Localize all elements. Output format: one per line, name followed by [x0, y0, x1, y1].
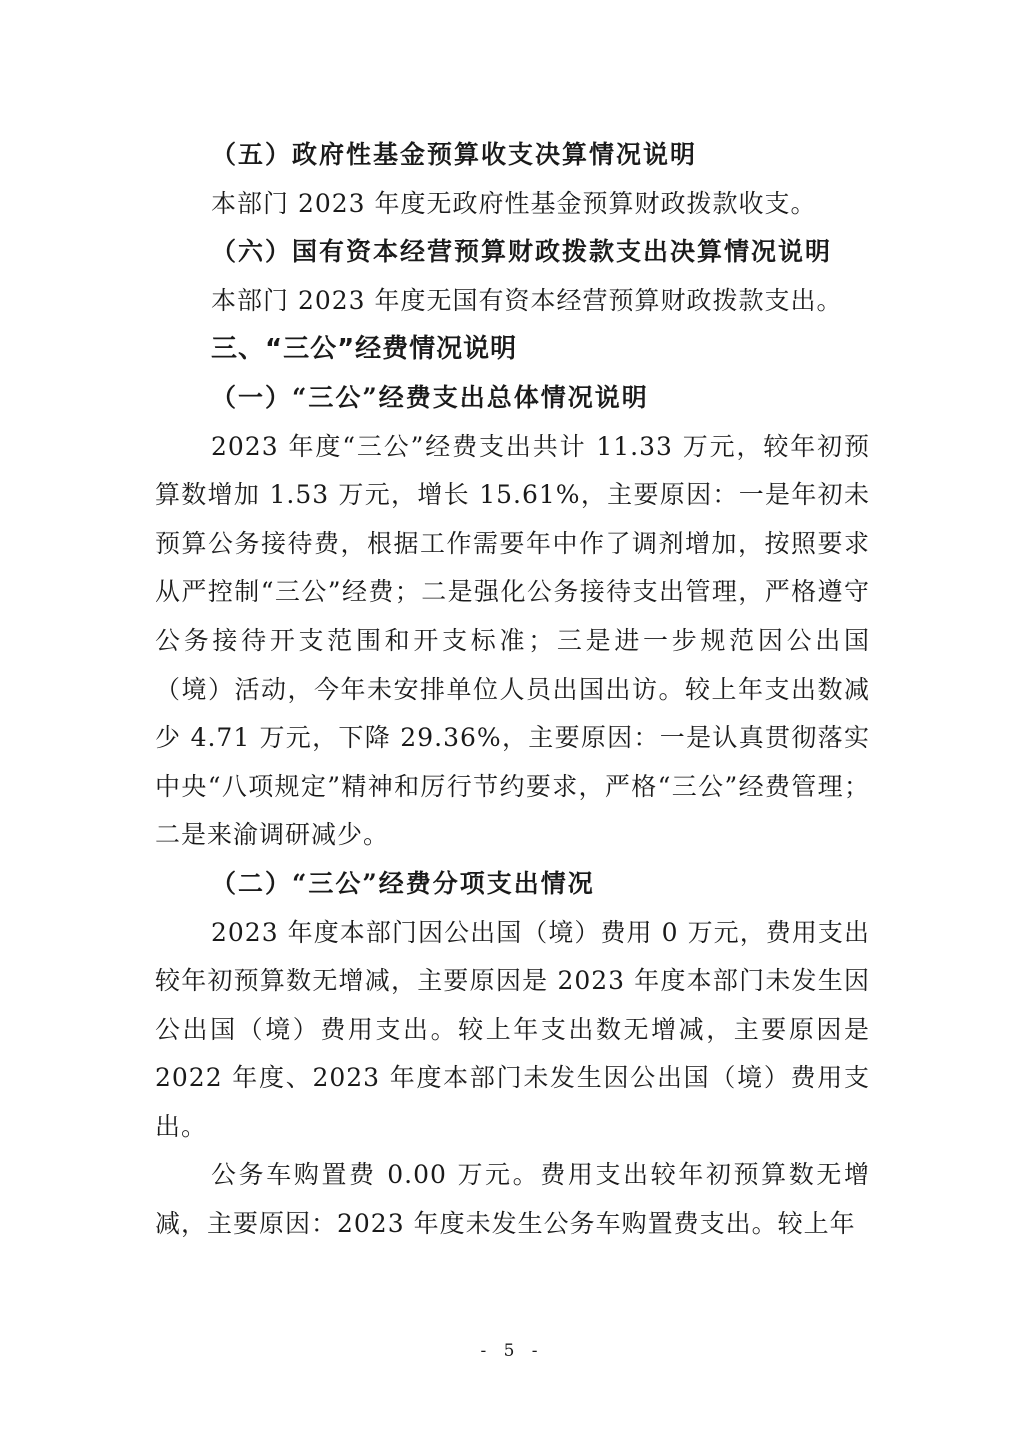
page-content — [155, 131, 870, 1249]
section-5-paragraph: 本部门 2023 年度无政府性基金预算财政拨款收支。 — [211, 188, 817, 218]
section-6-paragraph: 本部门 2023 年度无国有资本经营预算财政拨款支出。 — [211, 285, 843, 315]
part-3-1-heading: （一）“三公”经费支出总体情况说明 — [211, 382, 649, 412]
part-3-heading: 三、“三公”经费情况说明 — [211, 334, 518, 365]
section-heading-5: （五）政府性基金预算收支决算情况说明 — [211, 140, 698, 169]
section-heading-6: （六）国有资本经营预算财政拨款支出决算情况说明 — [211, 237, 833, 267]
part-3-2-paragraph-1: 2023 年度本部门因公出国（境）费用 0 万元，费用支出较年初预算数无增减，主要原因是 2023 年度本部门未发生因公出国（境）费用支出。较上年支出数无增减，主要原因是 2022 年度、2023 年度本部门未发生因公出国（境）费用支出。 — [155, 917, 870, 1141]
part-3-2-paragraph-2: 公务车购置费 0.00 万元。费用支出较年初预算数无增减，主要原因：2023 年度未发生公务车购置费支出。较上年 — [155, 1160, 870, 1239]
part-3-1-paragraph: 2023 年度“三公”经费支出共计 11.33 万元，较年初预算数增加 1.53 万元，增长 15.61%，主要原因：一是年初未预算公务接待费，根据工作需要年中作了调剂增加，按照要求从严控制“三公”经费；二是强化公务接待支出管理，严格遵守公务接待开支范围和开支标准；三是进一步规范因公出国（境）活动，今年未安排单位人员出国出访。较上年支出数减少 4.71 万元，下降 29.36%，主要原因：一是认真贯彻落实中央“八项规定”精神和厉行节约要求，严格“三公”经费管理；二是来渝调研减少。 — [155, 431, 870, 850]
part-3-2-heading: （二）“三公”经费分项支出情况 — [211, 868, 595, 898]
page-number: - 5 - — [480, 1341, 544, 1361]
